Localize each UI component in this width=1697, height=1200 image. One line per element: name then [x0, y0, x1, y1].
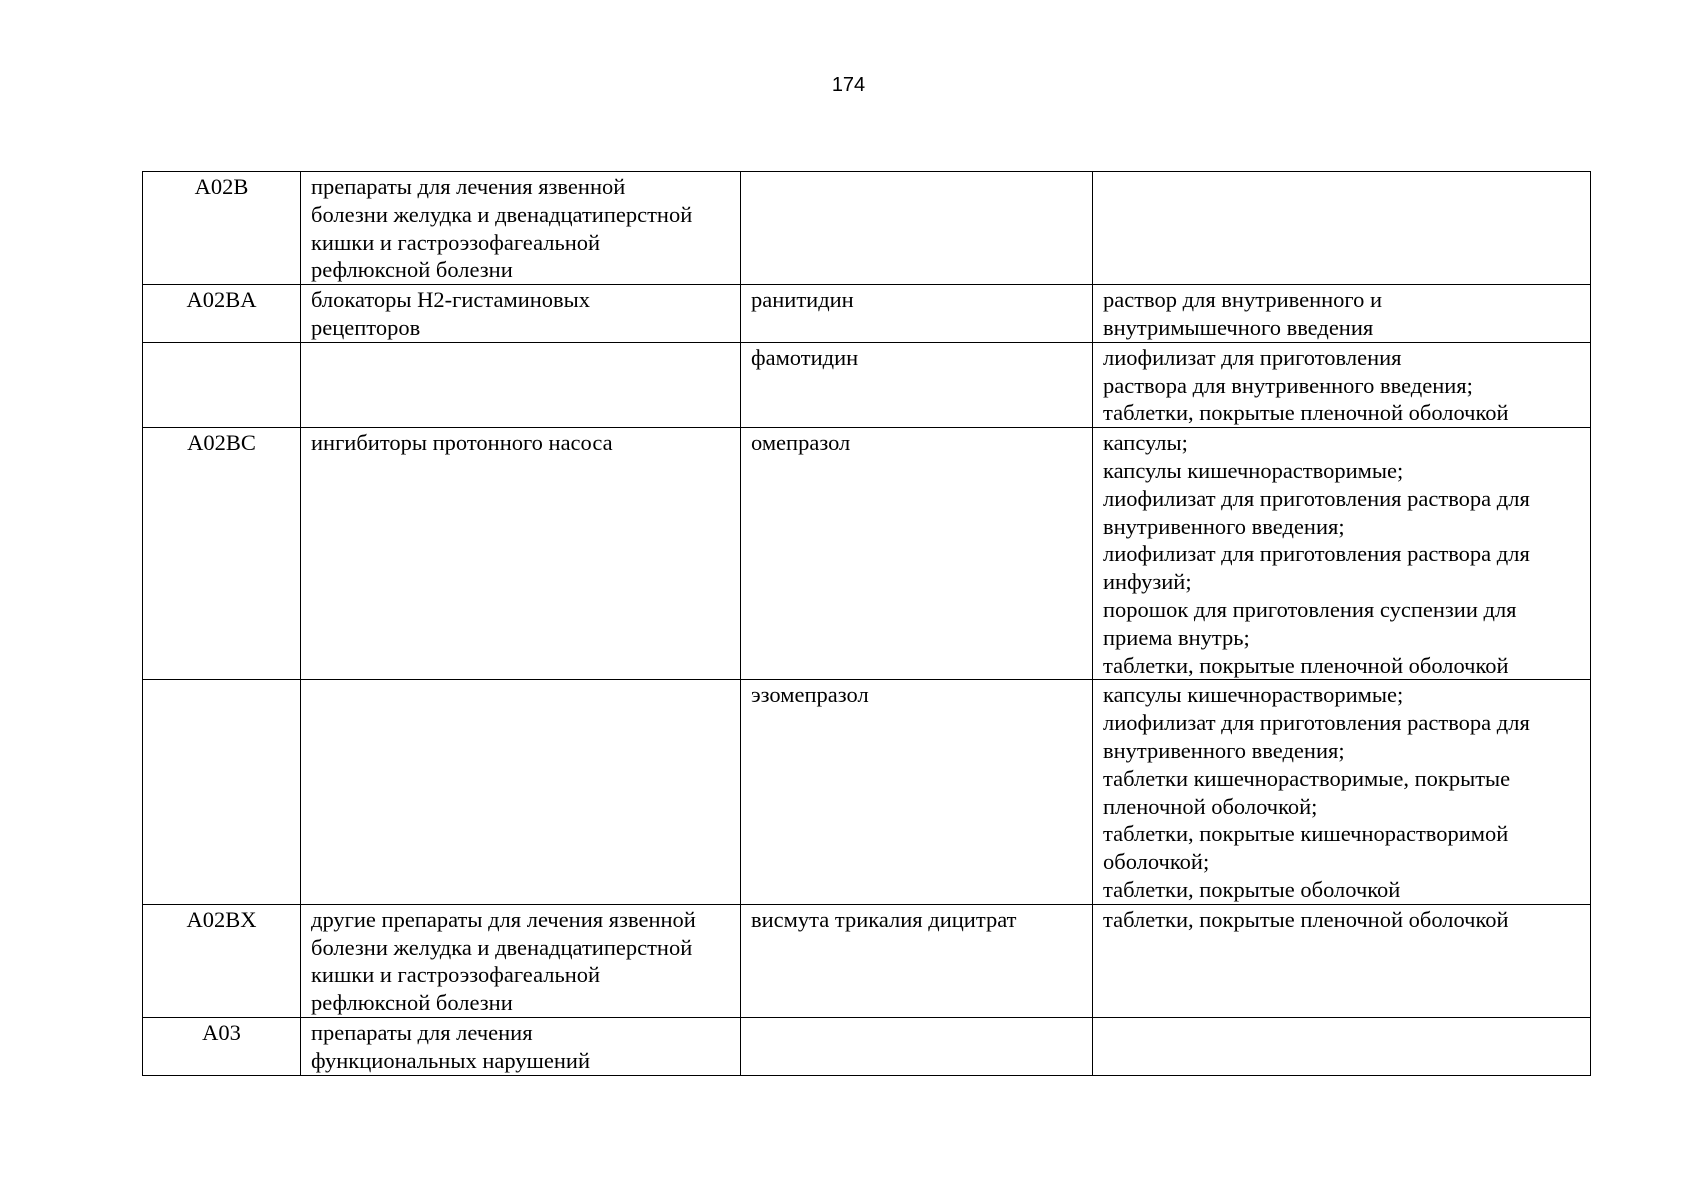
dosage-forms-line: капсулы кишечнорастворимые;	[1103, 682, 1404, 708]
group-name-line: болезни желудка и двенадцатиперстной	[311, 934, 693, 960]
atc-code-cell	[143, 342, 301, 427]
drug-name-line: фамотидин	[751, 344, 859, 370]
group-name-cell	[301, 904, 741, 1017]
group-name-cell	[301, 680, 741, 904]
dosage-forms-line: лиофилизат для приготовления раствора для	[1103, 485, 1530, 511]
dosage-forms-line: оболочкой;	[1103, 849, 1210, 875]
dosage-forms-line: пленочной оболочкой;	[1103, 793, 1318, 819]
group-name-line: кишки и гастроэзофагеальной	[311, 229, 601, 255]
group-name-line: другие препараты для лечения язвенной	[311, 906, 696, 932]
group-name-line: рецепторов	[311, 314, 421, 340]
dosage-forms-line: внутривенного введения;	[1103, 737, 1345, 763]
drug-table	[142, 171, 1591, 1076]
table-row	[143, 285, 1591, 343]
drug-name-line: ранитидин	[751, 287, 854, 313]
table-row	[143, 680, 1591, 904]
group-name-cell	[301, 285, 741, 343]
group-name-cell	[301, 172, 741, 285]
drug-name-line: эзомепразол	[751, 682, 869, 708]
dosage-forms-line: внутривенного введения;	[1103, 513, 1345, 539]
group-name-line: болезни желудка и двенадцатиперстной	[311, 201, 693, 227]
atc-code-cell: A02BC	[143, 428, 301, 680]
atc-code-cell: A02BA	[143, 285, 301, 343]
dosage-forms-line: лиофилизат для приготовления раствора для	[1103, 541, 1530, 567]
dosage-forms-line: инфузий;	[1103, 569, 1192, 595]
dosage-forms-line: раствора для внутривенного введения;	[1103, 372, 1473, 398]
atc-code-cell: A02B	[143, 172, 301, 285]
dosage-forms-line: порошок для приготовления суспензии для	[1103, 596, 1517, 622]
dosage-forms-line: приема внутрь;	[1103, 624, 1250, 650]
dosage-forms-line: капсулы;	[1103, 430, 1188, 456]
group-name-line: рефлюксной болезни	[311, 990, 513, 1016]
dosage-forms-line: таблетки, покрытые пленочной оболочкой	[1103, 652, 1509, 678]
drug-name-line: висмута трикалия дицитрат	[751, 906, 1017, 932]
dosage-forms-line: таблетки, покрытые пленочной оболочкой	[1103, 400, 1509, 426]
dosage-forms-cell	[1093, 1017, 1591, 1075]
table-row	[143, 904, 1591, 1017]
group-name-cell	[301, 342, 741, 427]
dosage-forms-line: таблетки кишечнорастворимые, покрытые	[1103, 765, 1511, 791]
drug-name-cell	[741, 680, 1093, 904]
group-name-line: кишки и гастроэзофагеальной	[311, 962, 601, 988]
drug-name-cell	[741, 904, 1093, 1017]
group-name-line: функциональных нарушений	[311, 1047, 590, 1073]
drug-name-cell	[741, 285, 1093, 343]
table-row	[143, 1017, 1591, 1075]
drug-name-cell	[741, 342, 1093, 427]
drug-name-cell	[741, 172, 1093, 285]
table-row	[143, 428, 1591, 680]
dosage-forms-line: таблетки, покрытые пленочной оболочкой	[1103, 906, 1509, 932]
dosage-forms-line: таблетки, покрытые кишечнорастворимой	[1103, 821, 1509, 847]
group-name-line: препараты для лечения	[311, 1019, 533, 1045]
page-number: 174	[831, 74, 866, 96]
table-body	[143, 172, 1591, 1076]
dosage-forms-line: лиофилизат для приготовления	[1103, 344, 1402, 370]
dosage-forms-cell	[1093, 172, 1591, 285]
dosage-forms-line: внутримышечного введения	[1103, 314, 1374, 340]
group-name-line: препараты для лечения язвенной	[311, 174, 626, 199]
atc-code-cell: A02BX	[143, 904, 301, 1017]
drug-name-line: омепразол	[751, 430, 851, 456]
group-name-line: блокаторы Н2-гистаминовых	[311, 287, 591, 313]
table-row	[143, 172, 1591, 285]
dosage-forms-line: лиофилизат для приготовления раствора для	[1103, 710, 1530, 736]
drug-name-cell	[741, 428, 1093, 680]
group-name-cell	[301, 428, 741, 680]
dosage-forms-cell	[1093, 428, 1591, 680]
dosage-forms-cell	[1093, 342, 1591, 427]
dosage-forms-cell	[1093, 680, 1591, 904]
group-name-cell	[301, 1017, 741, 1075]
table-row	[143, 342, 1591, 427]
dosage-forms-cell	[1093, 904, 1591, 1017]
drug-name-cell	[741, 1017, 1093, 1075]
dosage-forms-line: таблетки, покрытые оболочкой	[1103, 876, 1401, 902]
dosage-forms-cell	[1093, 285, 1591, 343]
group-name-line: рефлюксной болезни	[311, 257, 513, 283]
dosage-forms-line: раствор для внутривенного и	[1103, 287, 1383, 313]
dosage-forms-line: капсулы кишечнорастворимые;	[1103, 457, 1404, 483]
atc-code-cell: A03	[143, 1017, 301, 1075]
group-name-line: ингибиторы протонного насоса	[311, 430, 613, 456]
atc-code-cell	[143, 680, 301, 904]
